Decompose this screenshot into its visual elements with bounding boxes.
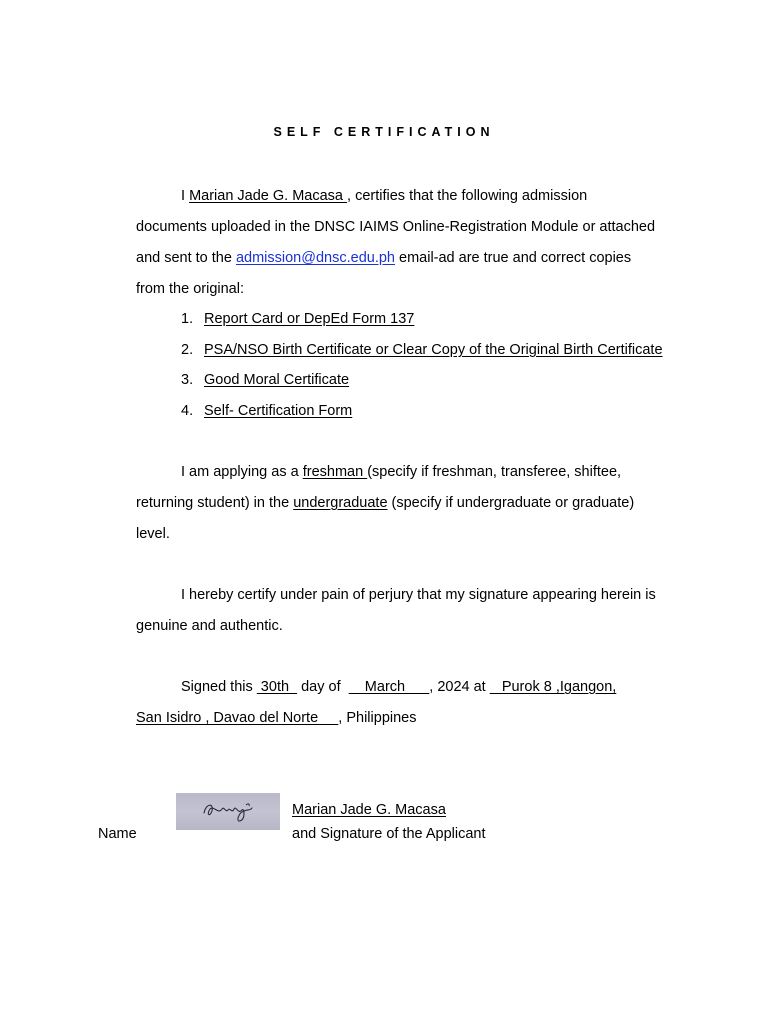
signed-prefix: Signed this — [181, 679, 257, 695]
p2-line3: level. — [136, 526, 170, 542]
doc-item-1-label: Report Card or DepEd Form 137 — [204, 311, 415, 327]
p4-line1 — [181, 679, 616, 695]
p3-line2: genuine and authentic. — [136, 618, 283, 634]
applicant-level: undergraduate — [293, 495, 388, 511]
country-label: , Philippines — [338, 710, 417, 726]
signature-caption: and Signature of the Applicant — [292, 826, 486, 842]
document-title: SELF CERTIFICATION — [273, 125, 495, 139]
signed-day: 30th — [256, 679, 298, 695]
signature-applicant-name: Marian Jade G. Macasa — [292, 802, 446, 818]
applicant-name-inline: Marian Jade G. Macasa — [189, 188, 348, 204]
p1-prefix: I — [181, 188, 190, 204]
name-label: Name — [98, 826, 137, 842]
p1-line4: from the original: — [136, 281, 244, 297]
p1-line2: documents uploaded in the DNSC IAIMS Online-Registration Module or attached — [136, 219, 656, 235]
doc-item-3-number: 3. — [181, 372, 194, 388]
p1-line3 — [136, 250, 631, 266]
p1-line3-suffix: email-ad are true and correct copies — [394, 250, 632, 266]
applicant-type: freshman — [302, 464, 368, 480]
p2-line1 — [181, 464, 621, 480]
p3-line1: I hereby certify under pain of perjury that my signature appearing herein is — [181, 587, 656, 603]
year-at-label: , 2024 at — [429, 679, 490, 695]
signed-place-line1: Purok 8 ,Igangon, — [489, 679, 617, 695]
doc-item-4-label: Self- Certification Form — [204, 403, 353, 419]
p1-line3-prefix: and sent to the — [136, 250, 236, 266]
admission-email-link[interactable]: admission@dnsc.edu.ph — [235, 250, 395, 266]
p1-after-name: , certifies that the following admission — [347, 188, 588, 204]
signature-scribble — [176, 793, 280, 830]
day-of-label: day of — [297, 679, 349, 695]
doc-item-4-number: 4. — [181, 403, 194, 419]
doc-item-2-number: 2. — [181, 342, 194, 358]
p2-line2 — [136, 495, 634, 511]
p2-prefix: I am applying as a — [181, 464, 303, 480]
p2-line2-suffix: (specify if undergraduate or graduate) — [387, 495, 635, 511]
signature-image — [176, 793, 280, 830]
doc-item-1-number: 1. — [181, 311, 194, 327]
p2-line2-prefix: returning student) in the — [136, 495, 294, 511]
p2-after-type: (specify if freshman, transferee, shiftee, — [367, 464, 622, 480]
signed-month: March — [348, 679, 430, 695]
p4-line2 — [136, 710, 416, 726]
signed-place-line2: San Isidro , Davao del Norte — [136, 710, 339, 726]
doc-item-3-label: Good Moral Certificate — [204, 372, 350, 388]
doc-item-2-label: PSA/NSO Birth Certificate or Clear Copy of the Original Birth Certificate — [204, 342, 663, 358]
p1-line1 — [181, 188, 587, 204]
